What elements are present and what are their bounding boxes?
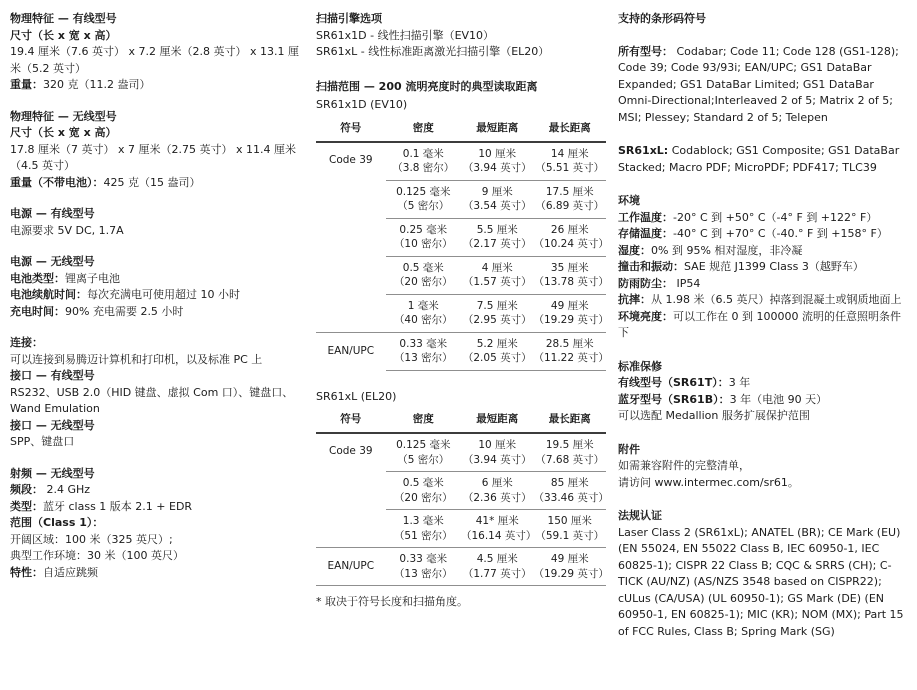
spec-value: 19.4 厘米（7.6 英寸） x 7.2 厘米（2.8 英寸） x 13.1 厘米（5.2 英寸） xyxy=(10,45,299,75)
section-heading: 环境 xyxy=(618,194,640,207)
table-row xyxy=(316,142,606,181)
cell-min-distance xyxy=(461,218,534,256)
section-heading: 法规认证 xyxy=(618,509,662,522)
spec-line xyxy=(618,210,910,227)
spec-value: 3 年 xyxy=(728,376,751,389)
spec-line xyxy=(10,125,306,142)
spec-line xyxy=(618,408,910,425)
section-heading: 支持的条形码符号 xyxy=(618,12,706,25)
spec-line xyxy=(10,565,306,582)
cell-line: （13 密尔） xyxy=(393,567,453,580)
section-heading: 扫描引擎选项 xyxy=(316,12,382,25)
cell-density xyxy=(386,256,461,294)
table-header-row xyxy=(316,410,606,433)
spec-line xyxy=(10,515,306,532)
column-header-min-distance: 最短距离 xyxy=(461,410,534,433)
section-heading: 连接： xyxy=(10,336,43,349)
spec-value: 从 1.98 米（6.5 英尺）掉落到混凝土或钢质地面上 xyxy=(651,293,902,306)
spec-value: Codablock; GS1 Composite; GS1 DataBar Stacked; Macro PDF; MicroPDF; PDF417; TLC39 xyxy=(618,144,900,174)
section-physical-wired xyxy=(10,11,306,94)
cell-symbology: EAN/UPC xyxy=(316,548,386,586)
cell-line: （16.14 英寸） xyxy=(460,529,537,542)
spec-value: 每次充满电可使用超过 10 小时 xyxy=(87,288,240,301)
spec-line xyxy=(618,309,910,342)
spec-value: 可以选配 Medallion 服务扩展保护范围 xyxy=(618,409,810,422)
spec-value: SPP、键盘口 xyxy=(10,435,75,448)
cell-min-distance xyxy=(460,510,537,548)
spec-label: 特性： xyxy=(10,565,43,579)
cell-max-distance xyxy=(533,510,606,548)
engine-option-line: SR61x1D - 线性扫描引擎（EV10） xyxy=(316,28,495,42)
cell-line: 41* 厘米 xyxy=(475,515,519,527)
spec-label: 防雨防尘： xyxy=(618,276,673,290)
accessories-url xyxy=(618,475,910,492)
section-heading: 电源 — 有线型号 xyxy=(10,207,95,220)
table-row xyxy=(316,332,606,370)
cell-line: （5 密尔） xyxy=(397,200,450,212)
cell-min-distance xyxy=(461,180,534,218)
cell-density xyxy=(386,180,461,218)
cell-line: 10 厘米 xyxy=(478,439,517,451)
spec-line xyxy=(618,243,910,260)
spec-label: 有线型号（SR61T）： xyxy=(618,376,729,389)
spec-line xyxy=(10,271,306,288)
cell-line: 49 厘米 xyxy=(550,553,589,565)
cell-line: （7.68 英寸） xyxy=(535,453,605,466)
spec-line xyxy=(10,175,306,192)
cell-line: （3.54 英寸） xyxy=(462,200,532,212)
cell-min-distance xyxy=(461,332,534,370)
cell-line: 0.25 毫米 xyxy=(399,223,448,236)
cell-line: （13.78 英寸） xyxy=(533,276,609,288)
column-header-min-distance: 最短距离 xyxy=(461,119,534,142)
cell-line: 10 厘米 xyxy=(478,147,517,160)
cell-line: （20 密尔） xyxy=(393,276,453,288)
spec-line xyxy=(618,276,910,293)
spec-value: 90% 充电需要 2.5 小时 xyxy=(65,304,184,318)
spec-label: 范围（Class 1）： xyxy=(10,516,104,529)
symbology-sr61xl xyxy=(618,143,910,176)
cell-min-distance xyxy=(461,472,534,510)
section-heading: 物理特征 — 有线型号 xyxy=(10,12,117,25)
cell-min-distance xyxy=(461,548,534,586)
cell-line: 9 厘米 xyxy=(481,185,513,198)
spec-label: 充电时间： xyxy=(10,304,65,318)
section-heading: 射频 — 无线型号 xyxy=(10,466,95,480)
spec-label: 类型： xyxy=(10,499,43,513)
table-caption-el20: SR61xL (EL20) xyxy=(316,389,397,403)
cell-line: 85 厘米 xyxy=(550,477,589,489)
cell-line: 1 毫米 xyxy=(407,299,439,312)
cell-line: （40 密尔） xyxy=(393,314,453,326)
spec-label: 重量： xyxy=(10,78,43,91)
spec-value: 蓝牙 class 1 版本 2.1 + EDR xyxy=(43,499,193,513)
cell-line: （10 密尔） xyxy=(393,238,453,250)
column-header-density: 密度 xyxy=(386,410,461,433)
spec-line xyxy=(10,304,306,321)
cell-line: （6.89 英寸） xyxy=(535,200,605,212)
section-connectivity xyxy=(10,335,306,451)
section-power-wireless xyxy=(10,254,306,320)
section-heading: 标准保修 xyxy=(618,359,662,373)
cell-density xyxy=(386,510,461,548)
spec-value: RS232、USB 2.0（HID 键盘、虚拟 Com 口）、键盘口、Wand Emulation xyxy=(10,385,294,415)
spec-label: 抗摔： xyxy=(618,293,651,306)
spec-line xyxy=(618,375,910,392)
cell-line: （5 密尔） xyxy=(397,453,450,466)
cell-symbology: Code 39 xyxy=(316,433,386,548)
spec-line xyxy=(10,352,306,369)
spec-line xyxy=(618,392,910,409)
spec-line xyxy=(10,44,306,77)
cell-symbology: EAN/UPC xyxy=(327,345,375,357)
cell-density xyxy=(386,332,461,370)
column-symbologies-env xyxy=(618,11,910,640)
cell-line: （1.57 英寸） xyxy=(462,276,532,288)
spec-line xyxy=(10,418,306,435)
spec-label: 撞击和振动： xyxy=(618,260,684,273)
cell-density xyxy=(386,218,461,256)
cell-line: （59.1 英寸） xyxy=(535,529,605,542)
cell-max-distance xyxy=(533,332,609,370)
cell-density xyxy=(386,433,461,472)
spec-label: 工作温度： xyxy=(618,210,673,224)
section-physical-wireless xyxy=(10,109,306,192)
spec-value: 可以连接到易腾迈计算机和打印机，以及标准 PC 上 xyxy=(10,352,263,366)
spec-label: 存储温度： xyxy=(618,227,673,240)
spec-value: 320 克（11.2 盎司） xyxy=(43,78,151,91)
spec-line xyxy=(10,385,306,418)
cell-max-distance xyxy=(533,472,609,510)
cell-line: （19.29 英寸） xyxy=(533,314,609,326)
cell-line: （1.77 英寸） xyxy=(462,567,532,580)
spec-value: Laser Class 2 (SR61xL); ANATEL (BR); CE Mark (EU) (EN 55024, EN 55022 Class B, IEC 60950-1, IEC 60825-1); CISPR 22 Class B; CQC & SRRS (CH); C-TICK (AU/NZ) (AS/NZS 3548 based on CISPR22); cULus (CA/USA) (UL 60950-1); GS Mark (DE) (EN 60950-1, EN 60825-1); MIC (KR); NOM (MX); Part 15 of FCC Rules, Class B; Spring Mark (SG) xyxy=(618,525,904,638)
cell-line: （3.94 英寸） xyxy=(462,453,532,466)
cell-line: 0.33 毫米 xyxy=(399,337,448,350)
spec-line xyxy=(10,223,306,240)
cell-max-distance xyxy=(533,218,609,256)
cell-density xyxy=(386,142,461,181)
spec-line xyxy=(10,548,306,565)
cell-line: 5.2 厘米 xyxy=(476,337,518,350)
cell-line: （2.05 英寸） xyxy=(462,352,532,364)
spec-label: 频段： xyxy=(10,483,43,496)
cell-line: 0.125 毫米 xyxy=(396,185,451,198)
spec-line xyxy=(10,532,306,549)
cell-line: 6 厘米 xyxy=(481,477,513,489)
cell-line: 0.33 毫米 xyxy=(399,553,448,565)
spec-value: 请访问 www.intermec.com/sr61。 xyxy=(618,475,799,489)
cell-max-distance xyxy=(533,180,606,218)
cell-line: 49 厘米 xyxy=(550,299,589,312)
spec-value: 典型工作环境：30 米（100 英尺） xyxy=(10,549,184,562)
cell-line: 5.5 厘米 xyxy=(476,223,518,236)
cell-min-distance xyxy=(461,433,534,472)
cell-line: 28.5 厘米 xyxy=(545,337,594,350)
cell-max-distance xyxy=(533,433,606,472)
cell-line: 0.5 毫米 xyxy=(402,261,444,274)
spec-value: 锂离子电池 xyxy=(65,271,120,285)
spec-label: 环境亮度： xyxy=(618,309,673,323)
cell-symbology: Code 39 xyxy=(316,142,386,333)
cell-line: （2.36 英寸） xyxy=(462,491,532,504)
spec-label: 蓝牙型号（SR61B）： xyxy=(618,392,730,406)
spec-line xyxy=(618,458,910,475)
spec-line xyxy=(10,287,306,304)
cell-line: 7.5 厘米 xyxy=(476,299,518,312)
spec-value: IP54 xyxy=(673,276,701,290)
column-header-max-distance: 最长距离 xyxy=(533,119,606,142)
cell-min-distance xyxy=(461,142,534,181)
column-physical-specs xyxy=(10,11,306,596)
symbology-all-models xyxy=(618,44,910,127)
cell-line: 0.1 毫米 xyxy=(402,147,444,160)
table-caption-ev10: SR61x1D (EV10) xyxy=(316,98,408,111)
cell-line: 26 厘米 xyxy=(550,223,589,236)
cell-min-distance xyxy=(461,256,534,294)
cell-line: 4 厘米 xyxy=(481,261,513,274)
cell-line: （2.17 英寸） xyxy=(462,238,532,250)
spec-line xyxy=(618,292,910,309)
cell-line: 35 厘米 xyxy=(550,261,589,274)
cell-line: （20 密尔） xyxy=(393,491,453,504)
spec-line xyxy=(618,259,910,276)
column-header-symbology: 符号 xyxy=(316,119,386,142)
cell-density xyxy=(386,472,461,510)
engine-option-line: SR61xL - 线性标准距离激光扫描引擎（EL20） xyxy=(316,45,550,58)
spec-line xyxy=(10,368,306,385)
cell-line: （19.29 英寸） xyxy=(533,567,609,580)
cell-density xyxy=(386,548,461,586)
section-power-wired xyxy=(10,206,306,239)
column-header-max-distance: 最长距离 xyxy=(533,410,606,433)
spec-label: 接口 — 有线型号 xyxy=(10,369,95,382)
spec-value: -40° C 到 +70° C（-40.° F 到 +158° F） xyxy=(673,227,888,240)
section-heading: 附件 xyxy=(618,442,640,456)
spec-value: 425 克（15 盎司） xyxy=(103,175,201,189)
spec-value: 电源要求 5V DC, 1.7A xyxy=(10,223,124,237)
spec-value: Codabar; Code 11; Code 128 (GS1-128); Code 39; Code 93/93i; EAN/UPC; GS1 DataBar Expanded; GS1 DataBar Limited; GS1 DataBar Omni-Directional;Interleaved 2 of 5; Matrix 2 of 5; MSI; Plessey; Standard 2 of 5; Telepen xyxy=(618,44,899,124)
spec-line xyxy=(10,434,306,451)
spec-value: 3 年（电池 90 天） xyxy=(729,392,828,406)
spec-label: 重量（不带电池）： xyxy=(10,175,104,189)
cell-line: 0.125 毫米 xyxy=(396,439,451,451)
spec-value: 可以工作在 0 到 100000 流明的任意照明条件下 xyxy=(618,309,901,339)
cell-line: （51 密尔） xyxy=(393,529,453,542)
cell-line: （33.46 英寸） xyxy=(533,491,609,504)
section-heading: 物理特征 — 无线型号 xyxy=(10,109,117,123)
spec-value: -20° C 到 +50° C（-4° F 到 +122° F） xyxy=(673,210,878,224)
spec-line xyxy=(10,142,306,175)
cell-line: 150 厘米 xyxy=(547,515,592,527)
cell-line: 1.3 毫米 xyxy=(402,515,444,527)
table-row xyxy=(316,548,606,586)
cell-line: 19.5 厘米 xyxy=(545,439,594,451)
cell-line: 0.5 毫米 xyxy=(402,477,444,489)
cell-max-distance xyxy=(533,256,609,294)
cell-max-distance xyxy=(533,294,609,332)
regulatory-text xyxy=(618,525,910,641)
spec-label: 尺寸（长 x 宽 x 高） xyxy=(10,126,117,139)
spec-label: 接口 — 无线型号 xyxy=(10,418,95,432)
cell-line: （13 密尔） xyxy=(393,352,453,364)
spec-value: 0% 到 95% 相对湿度，非冷凝 xyxy=(651,243,803,257)
spec-label: 电池续航时间： xyxy=(10,288,87,301)
spec-line xyxy=(618,226,910,243)
cell-line: （5.51 英寸） xyxy=(535,162,605,174)
spec-value: SAE 规范 J1399 Class 3（越野车） xyxy=(684,260,864,273)
spec-label: 尺寸（长 x 宽 x 高） xyxy=(10,28,117,42)
section-heading: 电源 — 无线型号 xyxy=(10,255,95,268)
spec-label: SR61xL: xyxy=(618,144,669,157)
scan-range-table-el20 xyxy=(316,410,609,586)
cell-line: （3.94 英寸） xyxy=(462,162,532,174)
cell-line: 4.5 厘米 xyxy=(476,553,518,565)
spec-line xyxy=(10,28,306,45)
cell-line: （3.8 密尔） xyxy=(392,162,455,174)
column-header-symbology: 符号 xyxy=(316,410,386,433)
cell-density xyxy=(386,294,461,332)
scan-range-table-ev10 xyxy=(316,119,609,371)
spec-value: 2.4 GHz xyxy=(43,483,91,496)
spec-label: 所有型号： xyxy=(618,44,673,58)
cell-line: （10.24 英寸） xyxy=(533,238,609,250)
spec-label: 湿度： xyxy=(618,243,651,257)
table-header-row xyxy=(316,119,606,142)
column-scan-specs xyxy=(316,11,609,611)
spec-value: 如需兼容附件的完整清单， xyxy=(618,459,750,472)
cell-min-distance xyxy=(461,294,534,332)
table-row xyxy=(316,433,606,472)
cell-line: 14 厘米 xyxy=(550,147,589,160)
table-footnote: * 取决于符号长度和扫描角度。 xyxy=(316,595,468,608)
column-header-density: 密度 xyxy=(386,119,461,142)
section-radio xyxy=(10,466,306,582)
spec-line xyxy=(10,482,306,499)
cell-max-distance xyxy=(533,142,606,181)
spec-label: 电池类型： xyxy=(10,271,65,285)
section-heading: 扫描范围 — 200 流明亮度时的典型读取距离 xyxy=(316,79,538,93)
cell-max-distance xyxy=(533,548,609,586)
spec-value: 17.8 厘米（7 英寸） x 7 厘米（2.75 英寸） x 11.4 厘米（4.5 英寸） xyxy=(10,142,296,172)
spec-line xyxy=(10,499,306,516)
spec-line xyxy=(10,77,306,94)
spec-value: 开阔区域：100 米（325 英尺）; xyxy=(10,532,173,546)
cell-line: （11.22 英寸） xyxy=(533,352,609,364)
spec-value: 自适应跳频 xyxy=(43,565,98,579)
cell-line: （2.95 英寸） xyxy=(462,314,532,326)
cell-line: 17.5 厘米 xyxy=(545,185,594,198)
